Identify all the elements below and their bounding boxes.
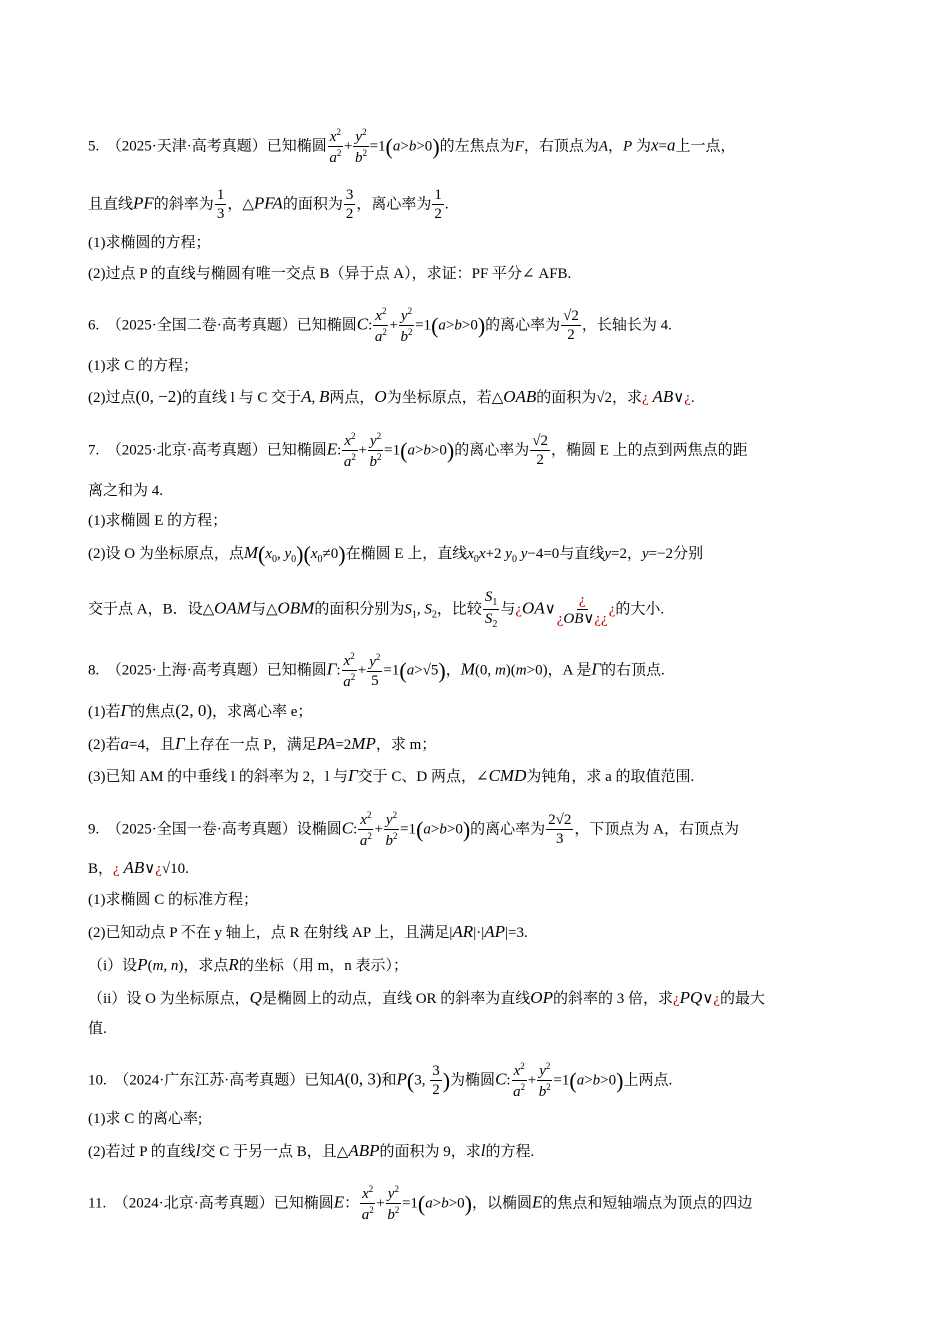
- problem-7-q2: (2)设 O 为坐标原点，点$M(x_0$, $y_0)(x_0\ne 0)$在椭圆 E 上，直线$x_0x+2$ $y_0$ y−4=0与直线y=2，y=−2分别: [88, 541, 704, 567]
- problem-9-line-1: 9. （2025·全国一卷·高考真题）设椭圆C: $\frac{x^2}{a^2}$ + $\frac{y^2}{b^2}$ =1(a>b>0)的离心率为 $\frac{2√2}{3}$ ，下顶点为 A，右顶点为: [88, 810, 739, 849]
- problem-10-line-1: 10. （2024·广东江苏·高考真题）已知A(0, 3)和P(3, $\frac{3}{2}$ )为椭圆C: $\frac{x^2}{a^2}$ + $\frac{y^2}{b^2}$ =1(a>b>0)上两点.: [88, 1061, 673, 1100]
- problem-6-q2: (2)过点(0, −2)的直线 l 与 C 交于A, B两点，O为坐标原点，若△OAB的面积为√2，求¿ AB∨¿.: [88, 387, 695, 406]
- problem-9-q2-ii-cont: 值.: [88, 1021, 107, 1037]
- problem-8-q2: (2)若a=4，且Γ上存在一点 P，满足PA=2MP，求 m；: [88, 734, 437, 753]
- problem-8-q3: (3)已知 AM 的中垂线 l 的斜率为 2，l 与Γ交于 C、D 两点，∠CMD为钝角，求 a 的取值范围.: [88, 766, 695, 785]
- problem-8-q1: (1)若Γ的焦点(2, 0)，求离心率 e；: [88, 701, 313, 720]
- problem-7-q1: (1)求椭圆 E 的方程；: [88, 513, 228, 529]
- problem-11-line-1: 11. （2024·北京·高考真题）已知椭圆E： $\frac{x^2}{a^2}$ + $\frac{y^2}{b^2}$ =1(a>b>0)，以椭圆E的焦点和短轴端点为顶点的四边: [88, 1184, 753, 1223]
- problem-9-line-2: B，¿ AB∨¿√10.: [88, 858, 189, 877]
- problem-9-q1: (1)求椭圆 C 的标准方程；: [88, 892, 258, 908]
- problem-5-q2: (2)过点 P 的直线与椭圆有唯一交点 B（异于点 A），求证：PF 平分∠ AFB.: [88, 266, 572, 282]
- problem-7-line-1: 7. （2025·北京·高考真题）已知椭圆E: $\frac{x^2}{a^2}$ + $\frac{y^2}{b^2}$ =1(a>b>0)的离心率为 $\frac{√2}{2}$ ，椭圆 E 上的点到两焦点的距: [88, 431, 748, 470]
- problem-5-q1: (1)求椭圆的方程；: [88, 235, 211, 251]
- problem-7-line-2: 离之和为 4.: [88, 483, 164, 499]
- problem-5-line-2: 且直线PF的斜率为 $\frac{1}{3}$ ，△PFA的面积为 $\frac{3}{2}$ ，离心率为 $\frac{1}{2}$ .: [88, 187, 449, 222]
- problem-10-q1: (1)求 C 的离心率;: [88, 1111, 203, 1127]
- problem-9-q2-i: （i）设P(m, n)，求点R的坐标（用 m，n 表示）；: [88, 955, 408, 974]
- problem-5-line-1: 5. （2025·天津·高考真题）已知椭圆 $\frac{x^2}{a^2}$ + $\frac{y^2}{b^2}$ =1(a>b>0)的左焦点为F，右顶点为A，P 为x=a上一点，: [88, 127, 736, 166]
- problem-7-q2-cont: 交于点 A，B．设△OAM与△OBM的面积分别为$S_1$, $S_2$，比较 $\frac{S_1}{S_2}$ 与¿OA∨ $\frac{¿}{¿OB\vee¿¿}$ ¿的大小.: [88, 589, 665, 630]
- problem-9-q2: (2)已知动点 P 不在 y 轴上，点 R 在射线 AP 上，且满足|AR|·|AP|=3.: [88, 922, 528, 941]
- problem-6-q1: (1)求 C 的方程；: [88, 358, 198, 374]
- problem-8-line-1: 8. （2025·上海·高考真题）已知椭圆Γ: $\frac{x^2}{a^2}$ + $\frac{y^2}{5}$ =1(a>√5)，M(0, m)(m>0)，A 是Γ的右顶点.: [88, 651, 665, 690]
- problem-9-q2-ii: （ii）设 O 为坐标原点，Q是椭圆上的动点，直线 OR 的斜率为直线OP的斜率的 3 倍，求¿PQ∨¿的最大: [88, 988, 765, 1007]
- problem-10-q2: (2)若过 P 的直线l交 C 于另一点 B，且△ABP的面积为 9，求l的方程.: [88, 1141, 535, 1160]
- problem-6-line-1: 6. （2025·全国二卷·高考真题）已知椭圆C: $\frac{x^2}{a^2}$ + $\frac{y^2}{b^2}$ =1(a>b>0)的离心率为 $\frac{√2}{2}$ ，长轴长为 4.: [88, 306, 672, 345]
